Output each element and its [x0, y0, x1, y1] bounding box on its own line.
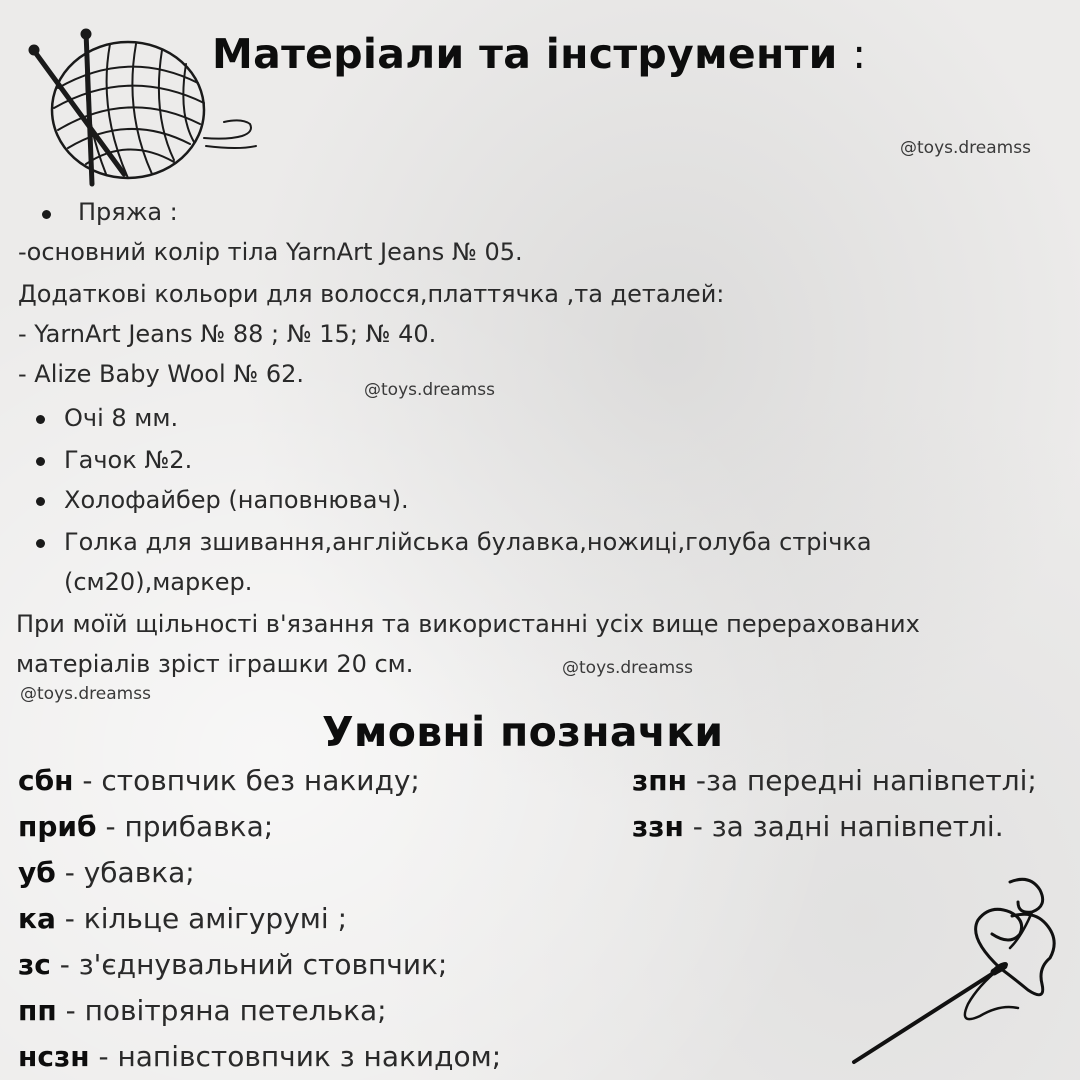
legend-abbr: уб [18, 856, 56, 889]
yarn-label: Пряжа : [78, 198, 178, 226]
legend-item [18, 994, 387, 1027]
legend-item [18, 764, 420, 797]
legend-desc: - стовпчик без накиду; [73, 764, 420, 797]
bullet-icon [42, 210, 51, 219]
material-line: - YarnArt Jeans № 88 ; № 15; № 40. [18, 320, 437, 348]
sewing-needle-icon [850, 876, 1060, 1066]
legend-abbr: приб [18, 810, 97, 843]
legend-item [18, 948, 447, 981]
legend-abbr: зс [18, 948, 51, 981]
legend-item [632, 810, 1004, 843]
legend-abbr: ка [18, 902, 56, 935]
page-title-text: Матеріали та інструменти [212, 30, 838, 78]
material-line: Додаткові кольори для волосся,платтячка ,та деталей: [18, 280, 725, 308]
watermark: @toys.dreamss [364, 380, 495, 400]
legend-desc: - напівстовпчик з накидом; [89, 1040, 502, 1073]
legend-abbr: пп [18, 994, 57, 1027]
watermark: @toys.dreamss [20, 684, 151, 704]
page-title-colon: : [852, 30, 867, 78]
legend-desc: - кільце амігурумі ; [55, 902, 348, 935]
legend-desc: -за передні напівпетлі; [686, 764, 1037, 797]
legend-abbr: ззн [632, 810, 684, 843]
legend-desc: - повітряна петелька; [56, 994, 387, 1027]
legend-item [632, 764, 1037, 797]
bullet-icon [36, 415, 45, 424]
note-line: При моїй щільності в'язання та використанні усіх вище перерахованих [16, 610, 920, 638]
note-line: матеріалів зріст іграшки 20 см. [16, 650, 414, 678]
legend-desc: - прибавка; [96, 810, 274, 843]
bullet-icon [36, 457, 45, 466]
bullet-icon [36, 497, 45, 506]
bullet-item-continuation: (см20),маркер. [64, 568, 253, 596]
legend-item [18, 856, 195, 889]
bullet-item: Гачок №2. [64, 446, 193, 474]
legend-desc: - з'єднувальний стовпчик; [50, 948, 448, 981]
material-line: - Alize Baby Wool № 62. [18, 360, 305, 388]
legend-abbr: нсзн [18, 1040, 90, 1073]
legend-item [18, 902, 347, 935]
material-line: -основний колір тіла YarnArt Jeans № 05. [18, 238, 523, 266]
legend-desc: - за задні напівпетлі. [683, 810, 1004, 843]
legend-abbr: сбн [18, 764, 74, 797]
legend-abbr: зпн [632, 764, 687, 797]
bullet-item: Холофайбер (наповнювач). [64, 486, 409, 514]
legend-item [18, 810, 273, 843]
bullet-icon [36, 539, 45, 548]
legend-desc: - убавка; [55, 856, 195, 889]
legend-title: Умовні позначки [322, 708, 724, 756]
watermark: @toys.dreamss [562, 658, 693, 678]
watermark: @toys.dreamss [900, 138, 1031, 158]
bullet-item: Очі 8 мм. [64, 404, 179, 432]
legend-item [18, 1040, 501, 1073]
page-title [212, 30, 866, 78]
bullet-item: Голка для зшивання,англійська булавка,ножиці,голуба стрічка [64, 528, 872, 556]
